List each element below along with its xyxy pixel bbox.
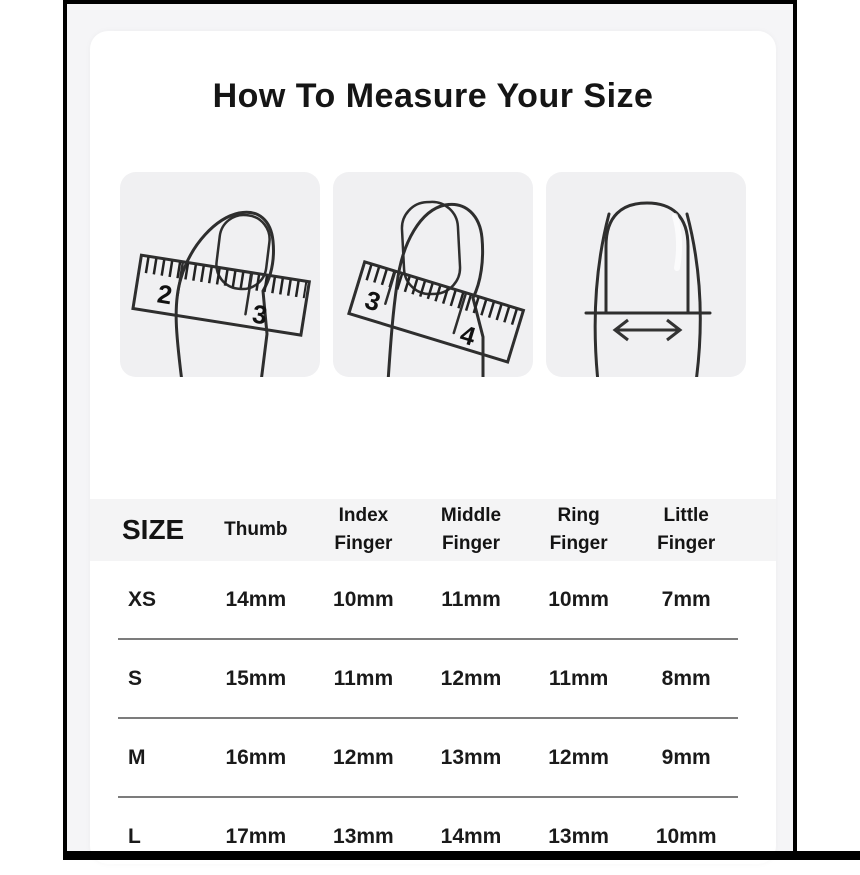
size-guide-frame <box>63 0 797 860</box>
nail-width-arrow-icon <box>546 172 746 377</box>
cell-ring: 10mm <box>548 587 609 611</box>
column-header-size: SIZE <box>122 514 185 545</box>
cell-index: 12mm <box>333 745 394 769</box>
cell-little: 7mm <box>661 587 711 611</box>
illustration-measure-finger-1 <box>120 172 320 377</box>
finger-tape-icon <box>333 172 533 377</box>
cell-middle: 11mm <box>441 587 501 611</box>
size-guide-card <box>90 31 776 864</box>
column-header-thumb: Thumb <box>224 518 288 540</box>
column-header-little: Little Finger <box>657 504 716 554</box>
illustration-measure-finger-2 <box>333 172 533 377</box>
cell-little: 8mm <box>661 666 711 690</box>
cell-middle: 12mm <box>440 666 502 690</box>
size-label: XS <box>128 587 157 611</box>
cell-little: 10mm <box>655 824 717 848</box>
cell-middle: 13mm <box>440 745 502 769</box>
table-row-l <box>90 798 776 875</box>
tape-number: 3 <box>250 298 270 331</box>
page-title: How To Measure Your Size <box>212 77 654 115</box>
column-header-index: Index Finger <box>334 504 393 554</box>
size-table-header <box>90 499 776 561</box>
cell-index: 11mm <box>333 666 394 690</box>
cell-ring: 13mm <box>548 824 609 848</box>
cell-thumb: 15mm <box>225 666 287 690</box>
table-row-s <box>90 640 776 717</box>
cell-middle: 14mm <box>440 824 502 848</box>
table-row-m <box>90 719 776 796</box>
column-header-middle: Middle Finger <box>440 504 502 554</box>
table-row-xs <box>90 561 776 638</box>
size-label: S <box>128 666 143 690</box>
tape-number: 2 <box>155 278 175 311</box>
cell-thumb: 14mm <box>225 587 287 611</box>
cell-thumb: 17mm <box>225 824 287 848</box>
bottom-border-bar <box>63 851 860 860</box>
illustration-nail-width <box>546 172 746 377</box>
tape-number: 4 <box>456 318 480 352</box>
cell-ring: 11mm <box>548 666 609 690</box>
size-label: M <box>128 745 146 769</box>
tape-number: 3 <box>361 284 385 318</box>
column-header-ring: Ring Finger <box>549 504 608 554</box>
size-label: L <box>128 824 141 848</box>
cell-little: 9mm <box>661 745 711 769</box>
cell-index: 10mm <box>333 587 394 611</box>
cell-thumb: 16mm <box>225 745 287 769</box>
size-table <box>90 499 776 875</box>
cell-ring: 12mm <box>548 745 609 769</box>
finger-tape-icon <box>120 172 320 377</box>
cell-index: 13mm <box>333 824 394 848</box>
illustration-row <box>90 172 776 377</box>
